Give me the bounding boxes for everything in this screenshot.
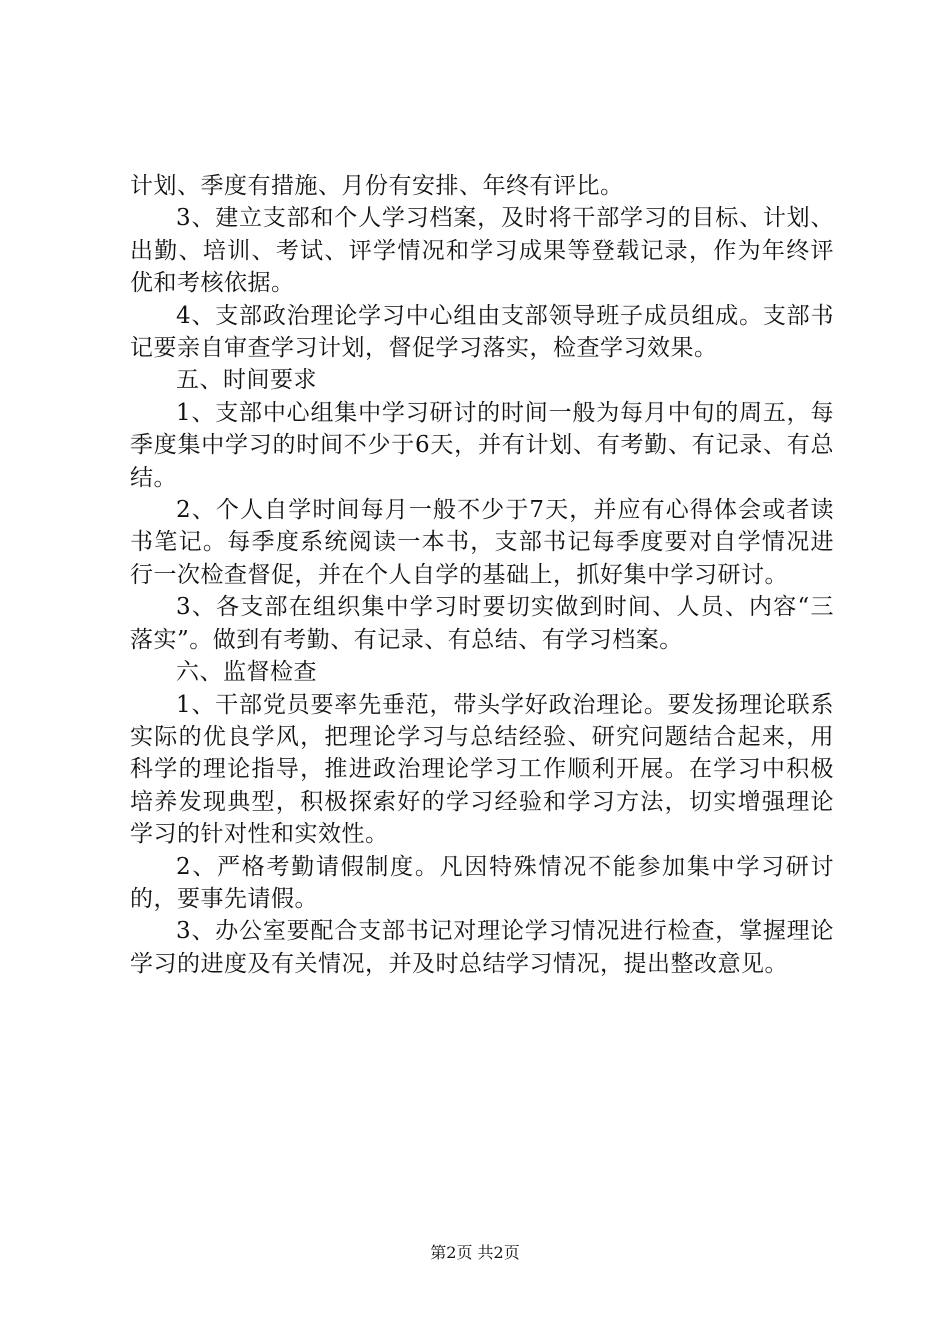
paragraph-item-3-archive: 3、建立支部和个人学习档案，及时将干部学习的目标、计划、出勤、培训、考试、评学情况和学习成果等登载记录，作为年终评优和考核依据。	[130, 205, 834, 297]
paragraph-supervision-item-2: 2、严格考勤请假制度。凡因特殊情况不能参加集中学习研讨的，要事先请假。	[130, 853, 834, 912]
paragraph-continuation: 计划、季度有措施、月份有安排、年终有评比。	[130, 173, 624, 199]
paragraph-time-item-3: 3、各支部在组织集中学习时要切实做到时间、人员、内容“三落实”。做到有考勤、有记录、有总结、有学习档案。	[130, 594, 834, 653]
paragraph-supervision-item-3: 3、办公室要配合支部书记对理论学习情况进行检查，掌握理论学习的进度及有关情况，并及时总结学习情况，提出整改意见。	[130, 918, 834, 977]
paragraph-supervision-item-1: 1、干部党员要率先垂范，带头学好政治理论。要发扬理论联系实际的优良学风，把理论学习与总结经验、研究问题结合起来，用科学的理论指导，推进政治理论学习工作顺利开展。在学习中积极培养发现典型，积极探索好的学习经验和学习方法，切实增强理论学习的针对性和实效性。	[130, 691, 834, 848]
page-number-footer: 第2页 共2页	[430, 1243, 520, 1262]
paragraph-time-item-2: 2、个人自学时间每月一般不少于7天，并应有心得体会或者读书笔记。每季度系统阅读一本书，支部书记每季度要对自学情况进行一次检查督促，并在个人自学的基础上，抓好集中学习研讨。	[130, 497, 834, 588]
paragraph-time-item-1: 1、支部中心组集中学习研讨的时间一般为每月中旬的周五，每季度集中学习的时间不少于6天，并有计划、有考勤、有记录、有总结。	[130, 399, 834, 491]
paragraph-item-4-study-group: 4、支部政治理论学习中心组由支部领导班子成员组成。支部书记要亲自审查学习计划，督促学习落实，检查学习效果。	[130, 302, 834, 362]
section-heading-supervision: 六、监督检查	[176, 659, 317, 686]
document-body	[130, 170, 834, 980]
section-heading-time: 五、时间要求	[176, 367, 317, 394]
